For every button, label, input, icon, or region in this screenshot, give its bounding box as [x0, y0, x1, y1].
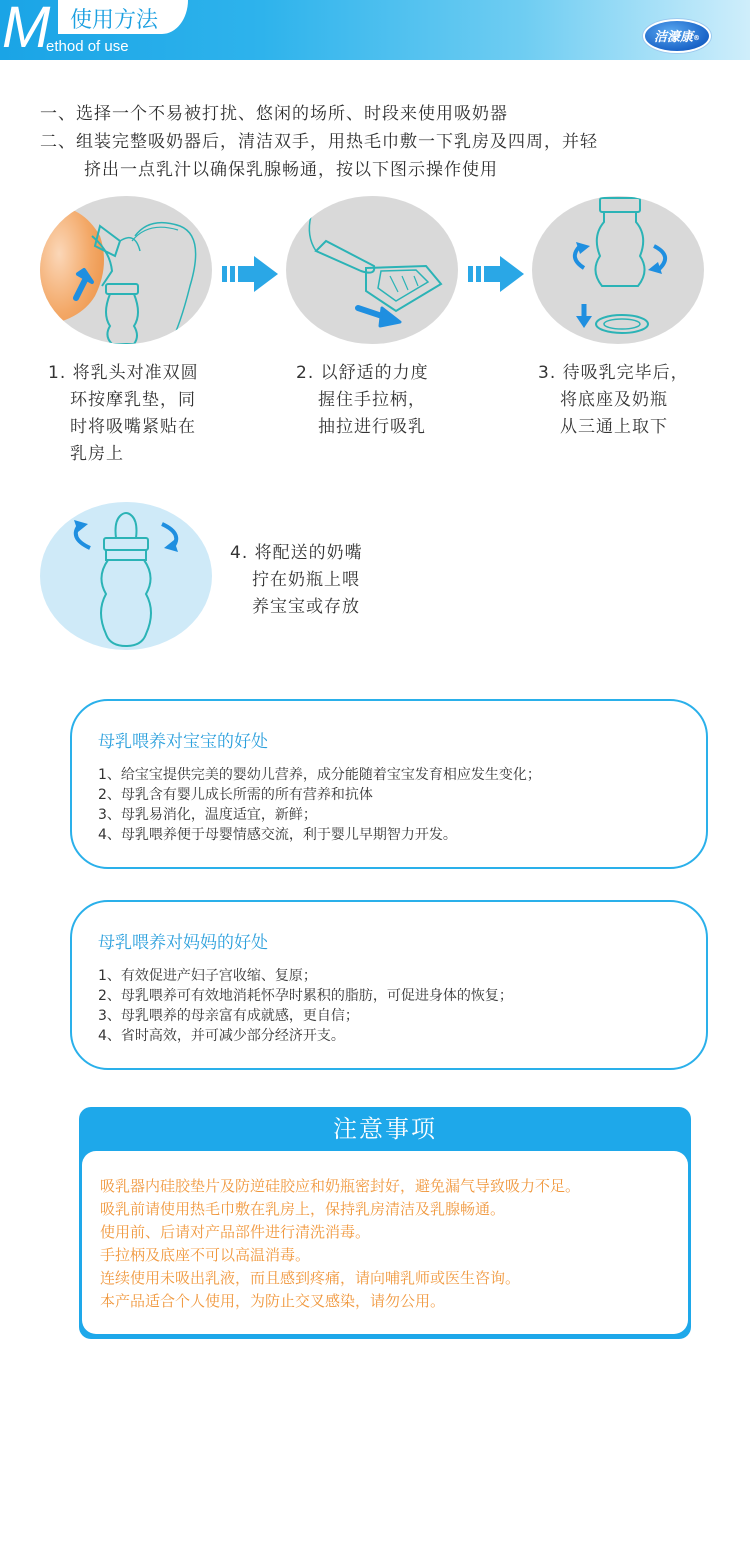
step-1-line-3: 时将吸嘴紧贴在	[70, 417, 196, 437]
mom-benefits-box	[70, 900, 708, 1070]
list-item: 2、母乳喂养可有效地消耗怀孕时累积的脂肪，可促进身体的恢复；	[98, 988, 513, 1004]
step-2-illustration	[286, 196, 458, 344]
pump-on-breast-icon	[40, 196, 212, 344]
baby-benefits-title: 母乳喂养对宝宝的好处	[98, 732, 268, 752]
intro-line-3: 挤出一点乳汁以确保乳腺畅通，按以下图示操作使用	[84, 160, 498, 180]
bottle-detach-icon	[532, 196, 704, 344]
notice-list	[100, 1175, 580, 1313]
step-3-text	[538, 360, 689, 441]
step-4-text	[230, 540, 363, 621]
notice-item: 吸乳前请使用热毛巾敷在乳房上，保持乳房清洁及乳腺畅通。	[100, 1200, 506, 1218]
step-3-line-1: 3. 待吸乳完毕后，	[538, 363, 689, 383]
step-2-line-3: 抽拉进行吸乳	[318, 417, 426, 437]
list-item: 1、有效促进产妇子宫收缩、复原；	[98, 968, 317, 984]
notice-item: 连续使用未吸出乳液，而且感到疼痛，请向哺乳师或医生咨询。	[100, 1269, 521, 1287]
baby-benefits-box	[70, 699, 708, 869]
step-1-line-2: 环按摩乳垫，同	[70, 390, 196, 410]
list-item: 4、省时高效，并可减少部分经济开支。	[98, 1028, 345, 1044]
brand-logo	[643, 19, 711, 53]
list-item: 4、母乳喂养便于母婴情感交流，利于婴儿早期智力开发。	[98, 827, 457, 843]
step-1-line-1: 1. 将乳头对准双圆	[48, 363, 199, 383]
page-subtitle: ethod of use	[46, 38, 129, 55]
notice-item: 本产品适合个人使用，为防止交叉感染，请勿公用。	[100, 1292, 446, 1310]
page-title: 使用方法	[70, 8, 159, 33]
intro-line-2: 二、组装完整吸奶器后，清洁双手，用热毛巾敷一下乳房及四周，并轻	[40, 132, 598, 152]
next-step-arrow-icon	[222, 256, 278, 292]
list-item: 3、母乳喂养的母亲富有成就感，更自信；	[98, 1008, 359, 1024]
notice-title: 注意事项	[333, 1115, 437, 1143]
step-3-line-3: 从三通上取下	[560, 417, 668, 437]
mom-benefits-list	[98, 966, 513, 1046]
notice-item: 吸乳器内硅胶垫片及防逆硅胶应和奶瓶密封好，避免漏气导致吸力不足。	[100, 1177, 581, 1195]
bottle-nipple-icon	[40, 502, 212, 650]
brand-logo-text: 洁濠康	[653, 30, 693, 45]
pump-handle-icon	[286, 196, 458, 344]
mom-benefits-title: 母乳喂养对妈妈的好处	[98, 933, 268, 953]
baby-benefits-list	[98, 765, 541, 845]
step-1-illustration	[40, 196, 212, 344]
notice-item: 使用前、后请对产品部件进行清洗消毒。	[100, 1223, 371, 1241]
notice-item: 手拉柄及底座不可以高温消毒。	[100, 1246, 311, 1264]
step-2-line-2: 握住手拉柄，	[318, 390, 426, 410]
page-header	[0, 0, 750, 60]
step-4-line-2: 拧在奶瓶上喂	[252, 570, 360, 590]
intro-line-1: 一、选择一个不易被打扰、悠闲的场所、时段来使用吸奶器	[40, 104, 508, 124]
notice-box	[79, 1107, 691, 1339]
list-item: 3、母乳易消化，温度适宜，新鲜；	[98, 807, 317, 823]
registered-mark: ®	[693, 34, 700, 42]
step-2-line-1: 2. 以舒适的力度	[296, 363, 429, 383]
step-3-illustration	[532, 196, 704, 344]
intro-instructions	[40, 100, 720, 184]
step-4-illustration	[40, 502, 212, 650]
list-item: 2、母乳含有婴儿成长所需的所有营养和抗体	[98, 787, 373, 803]
step-1-text	[48, 360, 199, 468]
header-big-letter: M	[2, 0, 49, 60]
list-item: 1、给宝宝提供完美的婴幼儿营养，成分能随着宝宝发育相应发生变化；	[98, 767, 541, 783]
notice-body	[82, 1151, 688, 1334]
step-4-line-1: 4. 将配送的奶嘴	[230, 543, 363, 563]
step-3-line-2: 将底座及奶瓶	[560, 390, 668, 410]
next-step-arrow-icon-2	[468, 256, 524, 292]
step-1-line-4: 乳房上	[70, 444, 124, 464]
step-4-line-3: 养宝宝或存放	[252, 597, 360, 617]
step-2-text	[296, 360, 429, 441]
